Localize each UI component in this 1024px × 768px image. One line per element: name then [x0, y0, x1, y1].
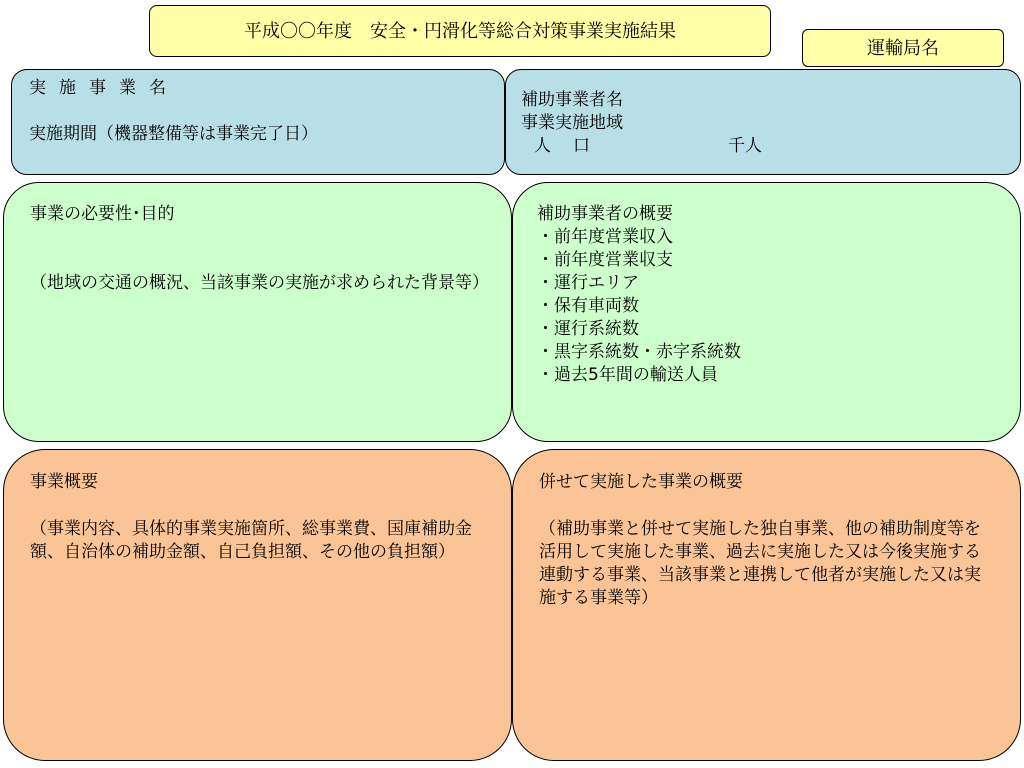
operator-overview-heading: 補助事業者の概要: [537, 204, 673, 224]
overview-item-balance: ・前年度営業収支: [537, 250, 673, 270]
combined-projects-box: [512, 449, 1021, 761]
combined-projects-heading: 併せて実施した事業の概要: [539, 472, 743, 492]
project-info-box: [11, 69, 505, 175]
necessity-box: [3, 182, 512, 442]
spacer: [29, 100, 504, 123]
project-period-label: 実施期間（機器整備等は事業完了日）: [29, 124, 318, 144]
overview-item-vehicles: ・保有車両数: [537, 296, 639, 316]
overview-item-routes: ・運行系統数: [537, 319, 639, 339]
project-area-label: 事業実施地域: [521, 113, 623, 133]
overview-item-profit-loss-routes: ・黒字系統数・赤字系統数: [537, 342, 741, 362]
page-title: [149, 5, 771, 57]
combined-projects-note: （補助事業と併せて実施した独自事業、他の補助制度等を活用して実施した事業、過去に実施した又は今後実施する連動する事業、当該事業と連携して他者が実施した又は実施する事業等）: [539, 519, 981, 608]
bureau-name-label: 運輸局名: [867, 37, 939, 59]
project-name-label: 実施事業名: [29, 78, 179, 98]
population-row: [521, 135, 1020, 158]
spacer: [30, 249, 495, 272]
project-summary-note: （事業内容、具体的事業実施箇所、総事業費、国庫補助金額、自治体の補助金額、自己負担額、その他の負担額）: [30, 519, 472, 562]
spacer: [30, 494, 495, 518]
operator-overview-box: [512, 182, 1021, 442]
project-summary-heading: 事業概要: [30, 472, 98, 492]
population-unit: 千人: [728, 136, 762, 156]
spacer: [539, 494, 990, 518]
operator-info-box: [505, 69, 1021, 175]
overview-item-revenue: ・前年度営業収入: [537, 227, 673, 247]
necessity-note: （地域の交通の概況、当該事業の実施が求められた背景等）: [30, 273, 489, 293]
project-summary-box: [3, 449, 512, 761]
population-label: 人口: [534, 136, 612, 156]
bureau-name-box: [802, 29, 1004, 67]
necessity-heading: 事業の必要性･目的: [30, 204, 175, 224]
overview-item-passengers: ・過去5年間の輸送人員: [537, 365, 718, 385]
spacer: [30, 226, 495, 249]
page-title-text: 平成〇〇年度 安全・円滑化等総合対策事業実施結果: [244, 20, 676, 42]
overview-item-area: ・運行エリア: [537, 273, 639, 293]
operator-name-label: 補助事業者名: [521, 90, 623, 110]
